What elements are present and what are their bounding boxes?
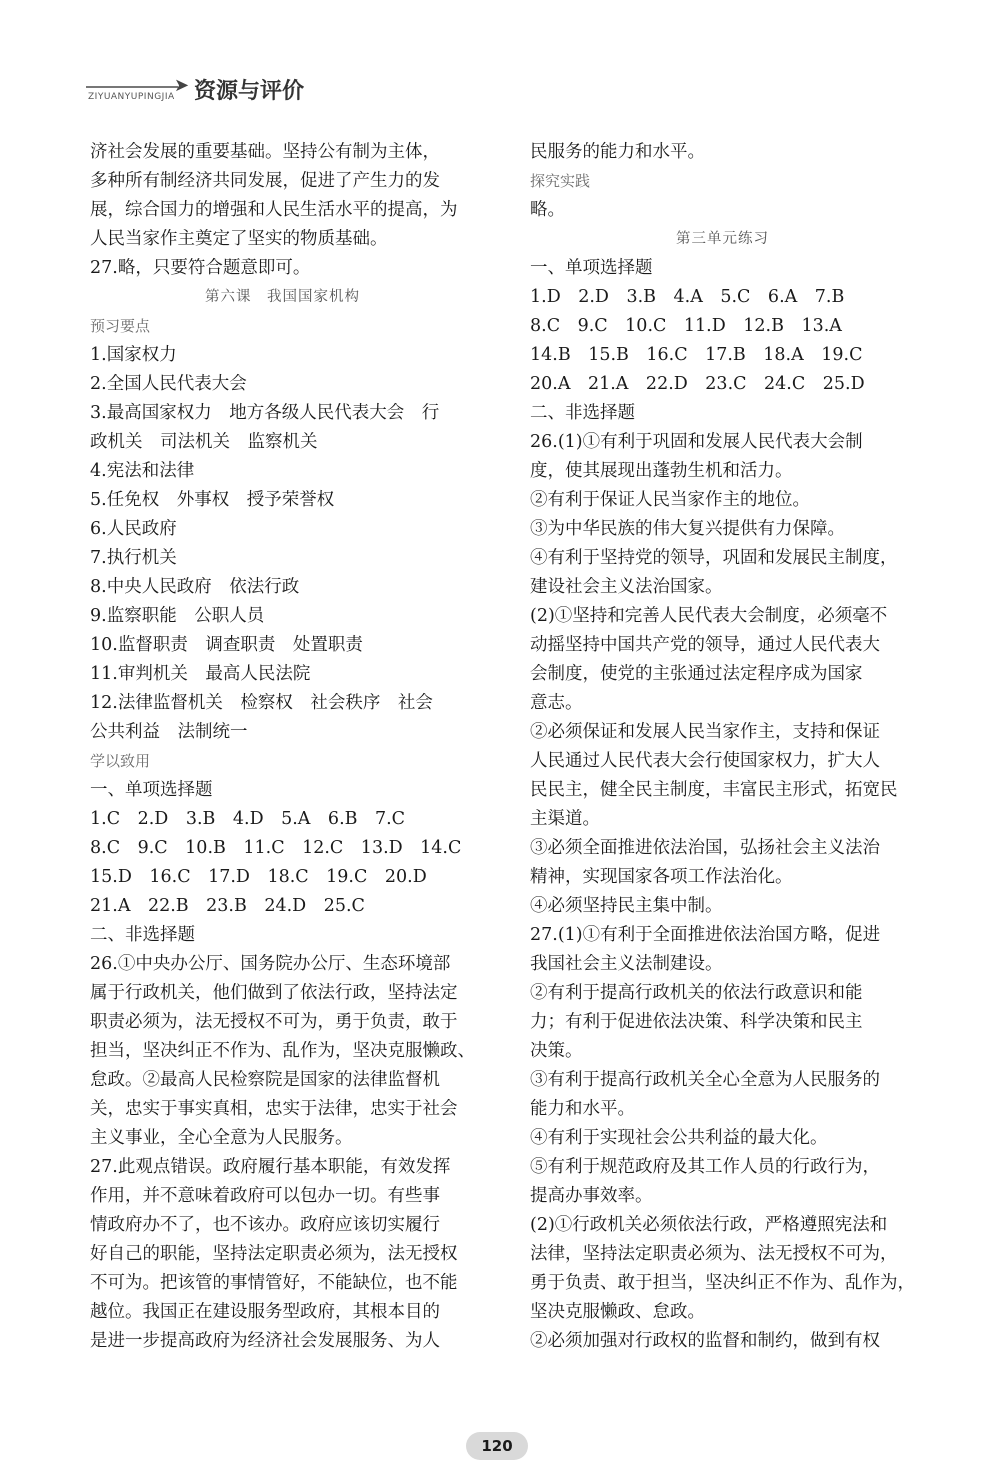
text-line: 动摇坚持中国共产党的领导，通过人民代表大 — [530, 635, 880, 655]
text-line: 26.(1)①有利于巩固和发展人民代表大会制 — [530, 432, 863, 452]
text-line: 9.监察职能 公职人员 — [90, 606, 265, 626]
text-line: ②有利于提高行政机关的依法行政意识和能 — [530, 983, 863, 1003]
left-column — [90, 138, 475, 1356]
text-line: 4.宪法和法律 — [90, 461, 195, 481]
text-line: (2)①行政机关必须依法行政，严格遵照宪法和 — [530, 1215, 888, 1235]
text-line: 政机关 司法机关 监察机关 — [90, 432, 318, 452]
text-line: 关，忠实于事实真相，忠实于法律，忠实于社会 — [90, 1099, 458, 1119]
text-line: (2)①坚持和完善人民代表大会制度，必须毫不 — [530, 606, 888, 626]
page-number: 120 — [466, 1432, 528, 1460]
text-line: 怠政。②最高人民检察院是国家的法律监督机 — [90, 1070, 440, 1090]
text-line: 14.B 15.B 16.C 17.B 18.A 19.C — [530, 345, 863, 365]
text-line: ④有利于坚持党的领导，巩固和发展民主制度， — [530, 548, 898, 568]
text-line: 精神，实现国家各项工作法治化。 — [530, 867, 793, 887]
text-line: 3.最高国家权力 地方各级人民代表大会 行 — [90, 403, 440, 423]
text-line: 一、单项选择题 — [90, 780, 213, 800]
text-line: 2.全国人民代表大会 — [90, 374, 247, 394]
text-line: 担当，坚决纠正不作为、乱作为，坚决克服懒政、 — [90, 1041, 475, 1061]
text-line: ③为中华民族的伟大复兴提供有力保障。 — [530, 519, 845, 539]
text-line: 作用，并不意味着政府可以包办一切。有些事 — [90, 1186, 440, 1206]
text-line: ③有利于提高行政机关全心全意为人民服务的 — [530, 1070, 880, 1090]
text-line: 5.任免权 外事权 授予荣誉权 — [90, 490, 335, 510]
text-line: 8.中央人民政府 依法行政 — [90, 577, 300, 597]
text-line: 法律，坚持法定职责必须为、法无授权不可为， — [530, 1244, 898, 1264]
text-line: 二、非选择题 — [530, 403, 635, 423]
text-line: 多种所有制经济共同发展，促进了产生力的发 — [90, 171, 440, 191]
text-line: ④有利于实现社会公共利益的最大化。 — [530, 1128, 828, 1148]
text-line: 我国社会主义法制建设。 — [530, 954, 723, 974]
text-line: 决策。 — [530, 1041, 583, 1061]
text-line: 提高办事效率。 — [530, 1186, 653, 1206]
text-line: 20.A 21.A 22.D 23.C 24.C 25.D — [530, 374, 865, 394]
text-line: 7.执行机关 — [90, 548, 177, 568]
text-line: 1.国家权力 — [90, 345, 177, 365]
header-title: 资源与评价 — [194, 79, 305, 104]
text-line: 人民通过人民代表大会行使国家权力，扩大人 — [530, 751, 880, 771]
text-line: 能力和水平。 — [530, 1099, 635, 1119]
text-line: ②有利于保证人民当家作主的地位。 — [530, 490, 810, 510]
arrow-right-icon: ➤ — [174, 75, 190, 96]
text-line: 主渠道。 — [530, 809, 600, 829]
text-line: 27.略，只要符合题意即可。 — [90, 258, 311, 278]
text-line: 职责必须为，法无授权不可为，勇于负责，敢于 — [90, 1012, 458, 1032]
text-line: ⑤有利于规范政府及其工作人员的行政行为， — [530, 1157, 880, 1177]
text-line: 民服务的能力和水平。 — [530, 142, 705, 162]
text-line: 人民当家作主奠定了坚实的物质基础。 — [90, 229, 388, 249]
header-pinyin: ZIYUANYUPINGJIA — [88, 92, 175, 102]
text-line: 建设社会主义法治国家。 — [530, 577, 723, 597]
right-column — [530, 138, 915, 1356]
text-line: 意志。 — [530, 693, 583, 713]
text-line: 济社会发展的重要基础。坚持公有制为主体， — [90, 142, 440, 162]
text-line: 不可为。把该管的事情管好，不能缺位，也不能 — [90, 1273, 458, 1293]
text-line: 越位。我国正在建设服务型政府，其根本目的 — [90, 1302, 440, 1322]
text-line: 探究实践 — [530, 172, 591, 190]
text-line: 坚决克服懒政、怠政。 — [530, 1302, 705, 1322]
text-line: 民民主，健全民主制度，丰富民主形式，拓宽民 — [530, 780, 898, 800]
text-line: 1.C 2.D 3.B 4.D 5.A 6.B 7.C — [90, 809, 406, 829]
text-line: 主义事业，全心全意为人民服务。 — [90, 1128, 353, 1148]
text-line: 21.A 22.B 23.B 24.D 25.C — [90, 896, 365, 916]
text-line: 力；有利于促进依法决策、科学决策和民主 — [530, 1012, 863, 1032]
text-line: 预习要点 — [90, 317, 151, 335]
text-line: ②必须保证和发展人民当家作主，支持和保证 — [530, 722, 880, 742]
text-line: 27.此观点错误。政府履行基本职能，有效发挥 — [90, 1157, 451, 1177]
text-line: 1.D 2.D 3.B 4.A 5.C 6.A 7.B — [530, 287, 845, 307]
text-line: 会制度，使党的主张通过法定程序成为国家 — [530, 664, 863, 684]
text-line: 6.人民政府 — [90, 519, 177, 539]
text-line: 是进一步提高政府为经济社会发展服务、为人 — [90, 1331, 440, 1351]
text-line: 属于行政机关，他们做到了依法行政，坚持法定 — [90, 983, 458, 1003]
text-line: 11.审判机关 最高人民法院 — [90, 664, 311, 684]
text-line: 27.(1)①有利于全面推进依法治国方略，促进 — [530, 925, 881, 945]
text-line: 8.C 9.C 10.C 11.D 12.B 13.A — [530, 316, 842, 336]
text-line: 公共利益 法制统一 — [90, 722, 248, 742]
text-line: ②必须加强对行政权的监督和制约，做到有权 — [530, 1331, 880, 1351]
text-line: 好自己的职能，坚持法定职责必须为，法无授权 — [90, 1244, 458, 1264]
text-line: ③必须全面推进依法治国，弘扬社会主义法治 — [530, 838, 880, 858]
text-line: 第六课 我国国家机构 — [205, 289, 360, 305]
text-line: 12.法律监督机关 检察权 社会秩序 社会 — [90, 693, 433, 713]
text-line: 10.监督职责 调查职责 处置职责 — [90, 635, 363, 655]
text-line: 15.D 16.C 17.D 18.C 19.C 20.D — [90, 867, 427, 887]
text-line: 略。 — [530, 200, 565, 220]
text-line: 8.C 9.C 10.B 11.C 12.C 13.D 14.C — [90, 838, 462, 858]
page-header — [86, 72, 346, 112]
header-rule — [86, 86, 178, 88]
text-line: 学以致用 — [90, 752, 151, 770]
text-line: 情政府办不了，也不该办。政府应该切实履行 — [90, 1215, 440, 1235]
text-line: ④必须坚持民主集中制。 — [530, 896, 723, 916]
text-line: 一、单项选择题 — [530, 258, 653, 278]
text-line: 二、非选择题 — [90, 925, 195, 945]
text-line: 26.①中央办公厅、国务院办公厅、生态环境部 — [90, 954, 451, 974]
text-line: 第三单元练习 — [676, 231, 769, 247]
text-line: 度，使其展现出蓬勃生机和活力。 — [530, 461, 793, 481]
text-line: 勇于负责、敢于担当，坚决纠正不作为、乱作为， — [530, 1273, 915, 1293]
text-line: 展，综合国力的增强和人民生活水平的提高，为 — [90, 200, 458, 220]
